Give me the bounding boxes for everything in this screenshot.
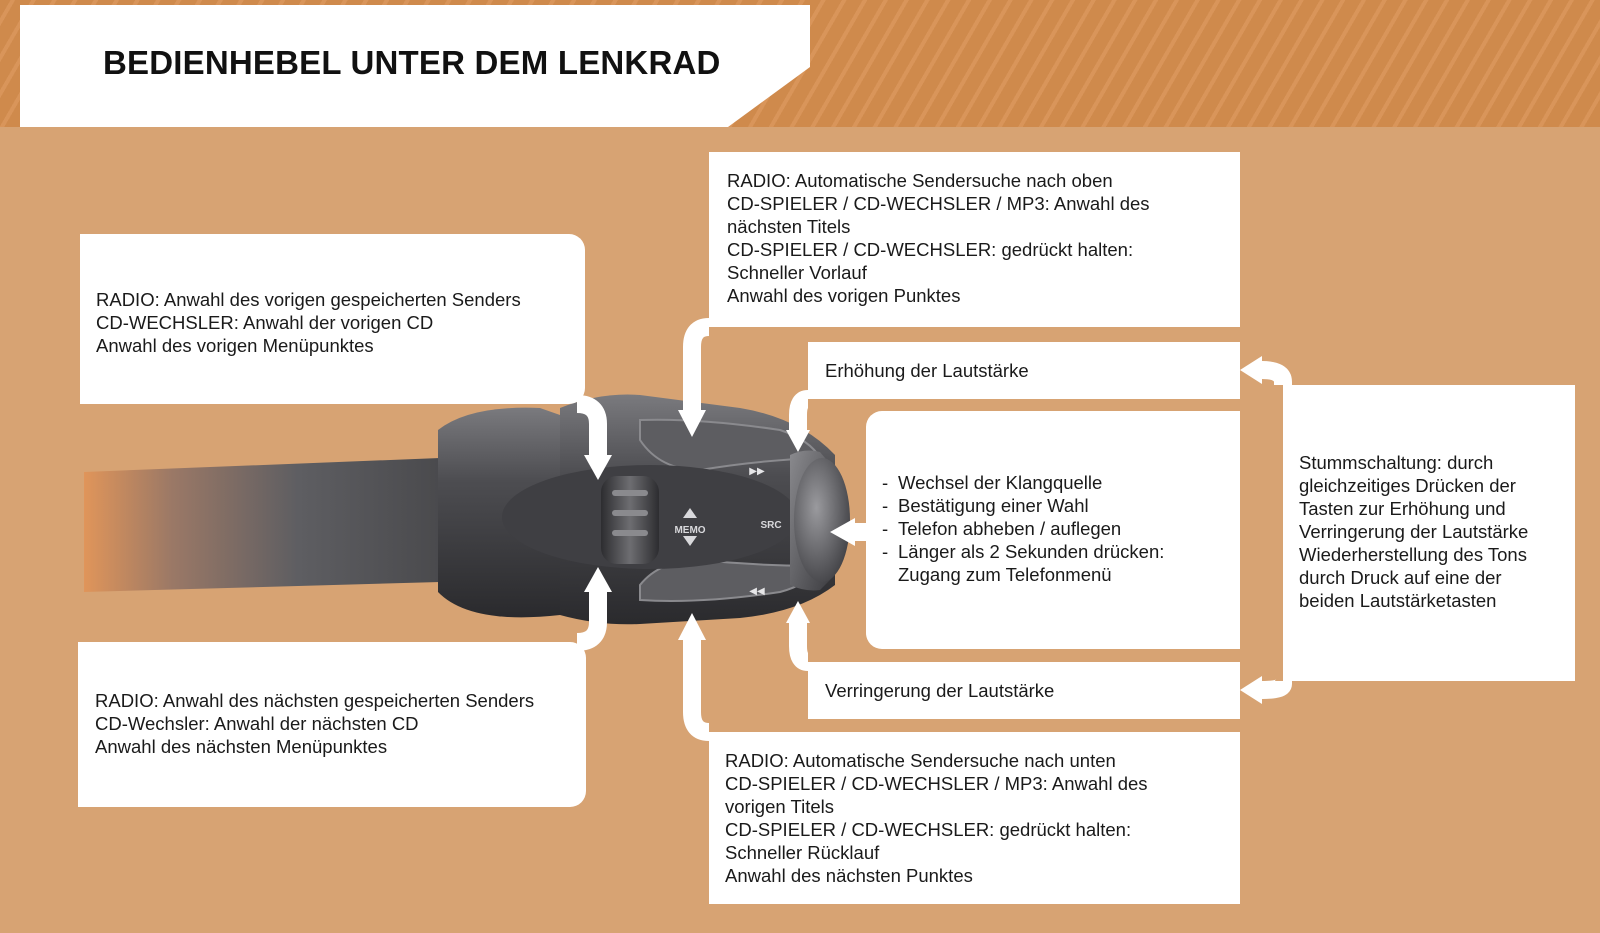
arrow-volume-up [798, 399, 808, 430]
callout-volume-down: Verringerung der Lautstärke [808, 662, 1240, 719]
callout-seek-down: RADIO: Automatische Sendersuche nach unten CD-SPIELER / CD-WECHSLER / MP3: Anwahl des vorigen Titels CD-SPIELER / CD-WECHSLER: gedrückt halten: Schneller Rücklauf Anwahl des nächsten Punktes [709, 732, 1240, 904]
arrow-volume-down [798, 623, 808, 662]
list-item: - Wechsel der Klangquelle [882, 472, 1103, 493]
list-item: - Bestätigung einer Wahl [882, 495, 1089, 516]
src-label: SRC [760, 520, 782, 531]
callout-seek-up: RADIO: Automatische Sendersuche nach oben CD-SPIELER / CD-WECHSLER / MP3: Anwahl des nächsten Titels CD-SPIELER / CD-WECHSLER: gedrückt halten: Schneller Vorlauf Anwahl des vorigen Punktes [709, 152, 1240, 327]
memo-label: MEMO [674, 525, 706, 536]
src-push-button [794, 458, 850, 582]
arrow-seek-down [692, 640, 709, 732]
arrow-seek-up [692, 327, 709, 410]
page-title: BEDIENHEBEL UNTER DEM LENKRAD [103, 44, 721, 81]
arrowhead-mute-top [1240, 356, 1262, 384]
forward-symbol: ▶▶ [749, 466, 765, 477]
callout-source-button [866, 411, 1240, 649]
callout-previous-preset: RADIO: Anwahl des vorigen gespeicherten Senders CD-WECHSLER: Anwahl der vorigen CD Anwahl des vorigen Menüpunktes [80, 234, 585, 404]
callout-next-preset: RADIO: Anwahl des nächsten gespeicherten Senders CD-Wechsler: Anwahl der nächsten CD Anwahl des nächsten Menüpunktes [78, 642, 586, 807]
callout-volume-up: Erhöhung der Lautstärke [808, 342, 1240, 399]
list-item: - Länger als 2 Sekunden drücken: [882, 541, 1165, 562]
lever-stalk [84, 458, 440, 592]
rewind-symbol: ◀◀ [749, 586, 765, 597]
callout-mute: Stummschaltung: durch gleichzeitiges Drücken der Tasten zur Erhöhung und Verringerung der Lautstärke Wiederherstellung des Tons durch Druck auf eine der beiden Lautstärketasten [1283, 385, 1575, 681]
arrowhead-mute-bottom [1240, 676, 1262, 704]
list-item: Zugang zum Telefonmenü [898, 564, 1112, 585]
memo-thumb-wheel [601, 476, 659, 564]
list-item: - Telefon abheben / auflegen [882, 518, 1122, 539]
